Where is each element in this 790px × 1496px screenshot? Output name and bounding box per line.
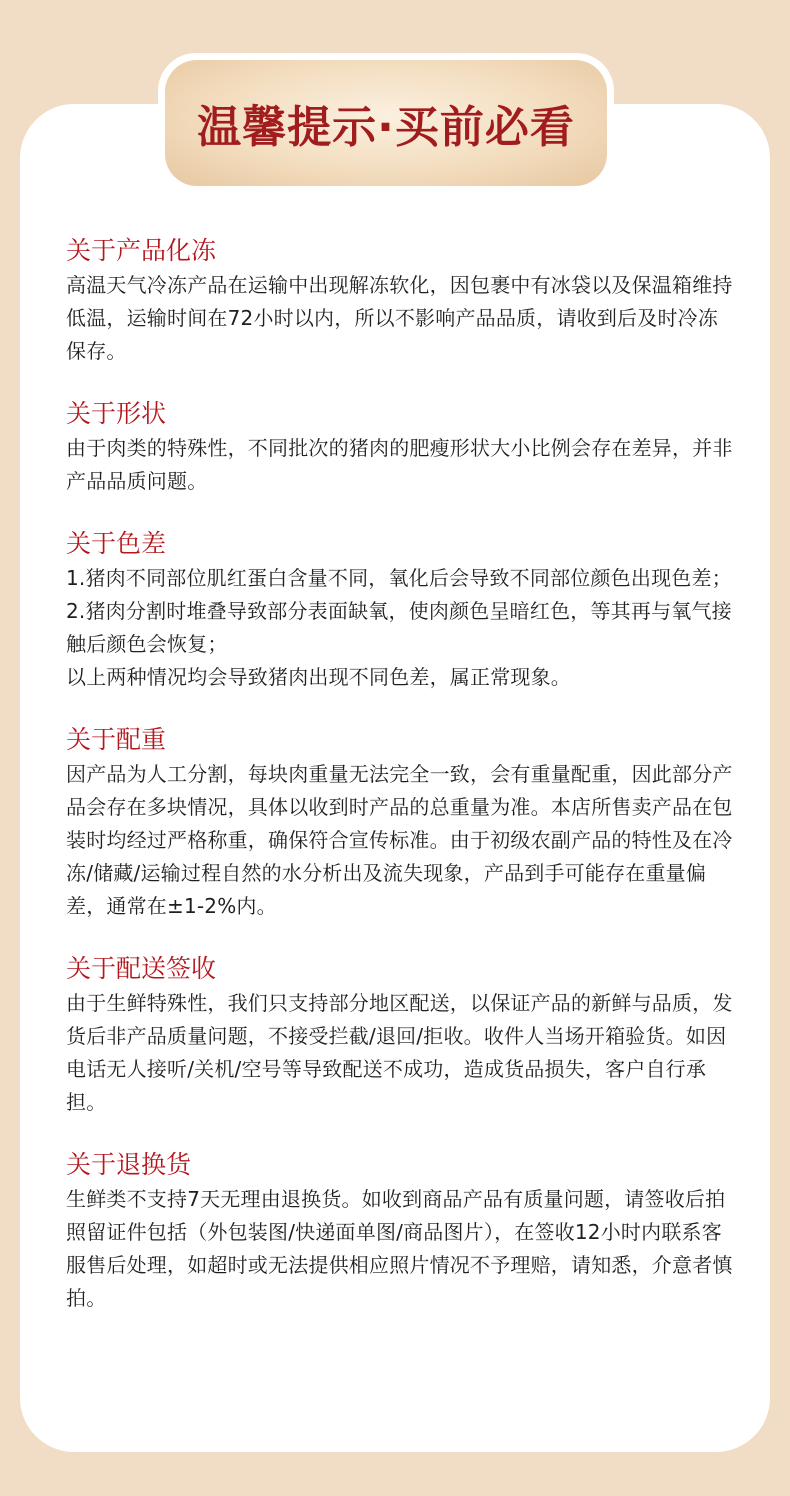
section-text: 1.猪肉不同部位肌红蛋白含量不同，氧化后会导致不同部位颜色出现色差； bbox=[66, 566, 732, 590]
section-title: 关于退换货 bbox=[66, 1150, 192, 1179]
section-title: 关于形状 bbox=[66, 399, 167, 428]
section-delivery bbox=[66, 951, 736, 1119]
section-title: 关于配重 bbox=[66, 725, 167, 754]
section-text: 生鲜类不支持7天无理由退换货。如收到商品产品有质量问题，请签收后拍照留证件包括（外包装图/快递面单图/商品图片），在签收12小时内联系客服售后处理，如超时或无法提供相应照片情况不予理赔，请知悉，介意者慎拍。 bbox=[66, 1187, 733, 1310]
section-thawing bbox=[66, 233, 736, 368]
section-shape bbox=[66, 396, 736, 498]
section-text: 由于肉类的特殊性，不同批次的猪肉的肥瘦形状大小比例会存在差异，并非产品品质问题。 bbox=[66, 436, 733, 493]
notice-banner bbox=[165, 60, 607, 186]
section-title: 关于配送签收 bbox=[66, 954, 217, 983]
section-text: 2.猪肉分割时堆叠导致部分表面缺氧，使肉颜色呈暗红色，等其再与氧气接触后颜色会恢复； bbox=[66, 599, 732, 656]
section-title: 关于产品化冻 bbox=[66, 236, 217, 265]
banner-title: 温馨提示·买前必看 bbox=[197, 102, 575, 153]
section-text: 因产品为人工分割，每块肉重量无法完全一致，会有重量配重，因此部分产品会存在多块情况，具体以收到时产品的总重量为准。本店所售卖产品在包装时均经过严格称重，确保符合宣传标准。由于初级农副产品的特性及在冷冻/储藏/运输过程自然的水分析出及流失现象，产品到手可能存在重量偏差，通常在±1-2%内。 bbox=[66, 762, 733, 918]
section-text: 以上两种情况均会导致猪肉出现不同色差，属正常现象。 bbox=[66, 665, 571, 689]
section-title: 关于色差 bbox=[66, 529, 167, 558]
section-weight bbox=[66, 722, 736, 923]
section-text: 由于生鲜特殊性，我们只支持部分地区配送，以保证产品的新鲜与品质，发货后非产品质量问题，不接受拦截/退回/拒收。收件人当场开箱验货。如因电话无人接听/关机/空号等导致配送不成功，造成货品损失，客户自行承担。 bbox=[66, 991, 733, 1114]
section-text: 高温天气冷冻产品在运输中出现解冻软化，因包裹中有冰袋以及保温箱维持低温，运输时间在72小时以内，所以不影响产品品质，请收到后及时冷冻保存。 bbox=[66, 273, 733, 363]
notice-content bbox=[66, 233, 736, 1343]
section-color-difference bbox=[66, 526, 736, 694]
section-returns bbox=[66, 1147, 736, 1315]
